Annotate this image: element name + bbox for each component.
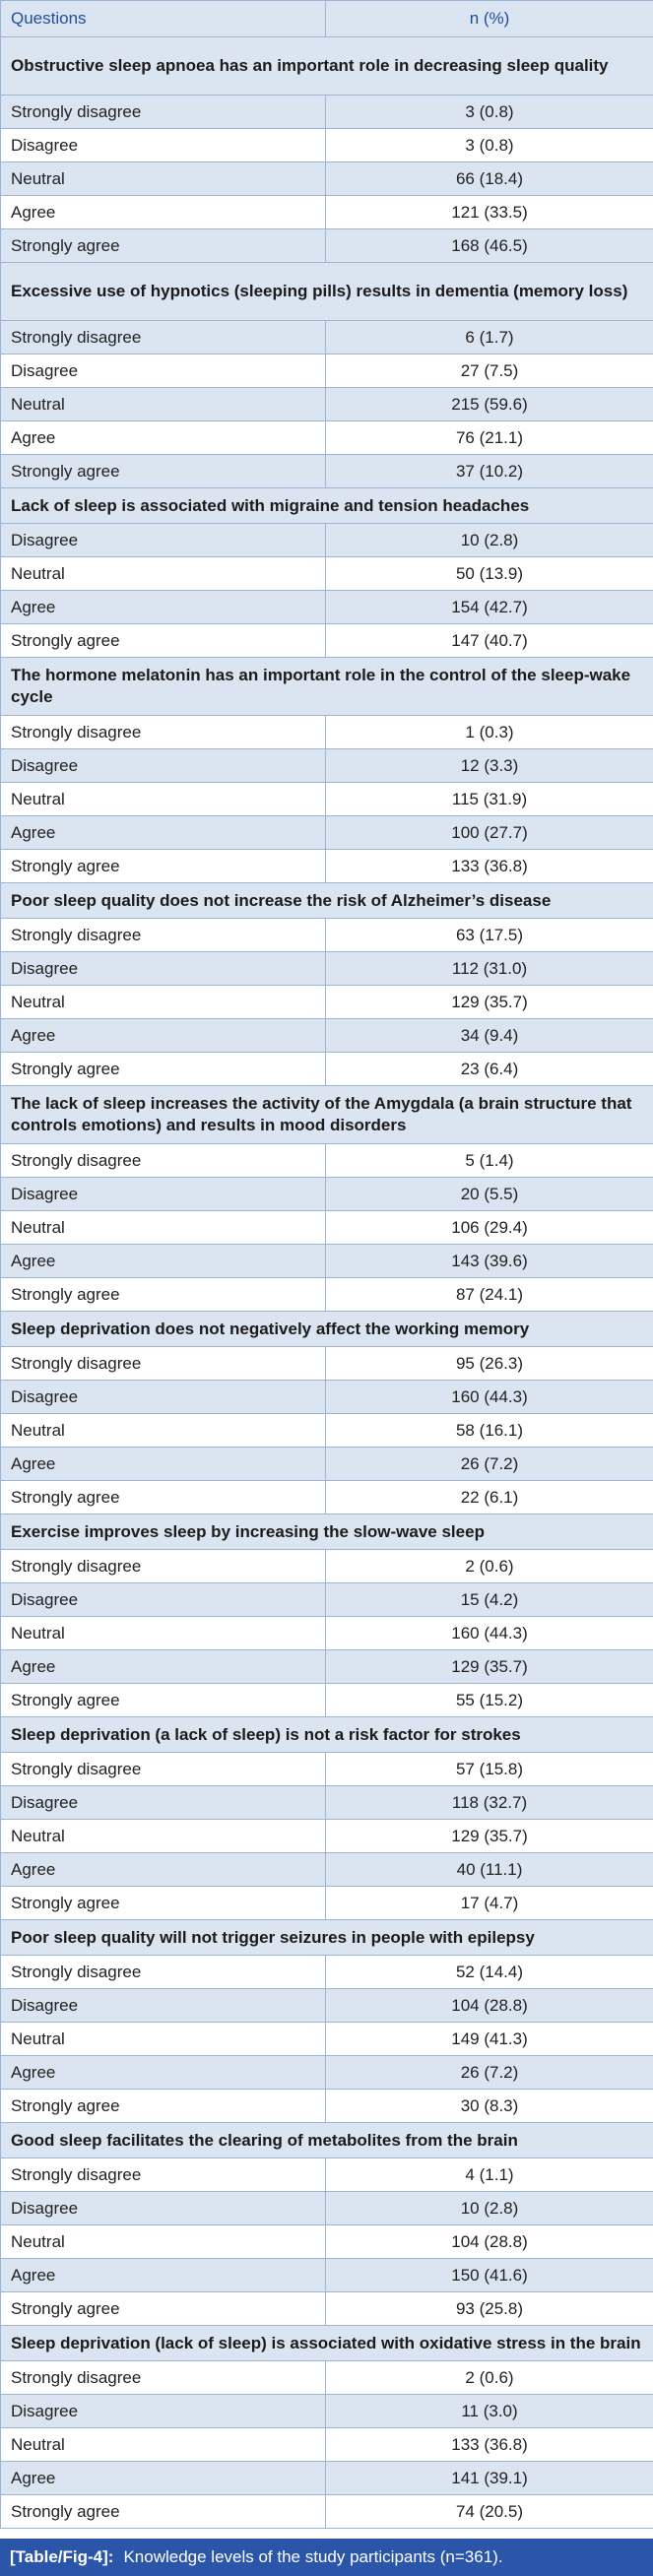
table-row <box>1 1684 653 1717</box>
question-row <box>1 883 653 919</box>
table-row <box>1 1144 653 1178</box>
table-row <box>1 816 653 850</box>
response-label: Disagree <box>1 952 326 986</box>
response-count: 20 (5.5) <box>326 1178 653 1211</box>
response-label: Disagree <box>1 2192 326 2225</box>
question-row <box>1 263 653 321</box>
table-header-row <box>1 1 653 37</box>
table-row <box>1 783 653 816</box>
table-row <box>1 1381 653 1414</box>
response-label: Agree <box>1 2462 326 2495</box>
response-label: Strongly agree <box>1 2292 326 2326</box>
response-label: Neutral <box>1 557 326 591</box>
table-row <box>1 388 653 421</box>
table-row <box>1 1617 653 1650</box>
response-count: 3 (0.8) <box>326 96 653 129</box>
response-count: 12 (3.3) <box>326 749 653 783</box>
response-label: Disagree <box>1 354 326 388</box>
response-label: Strongly agree <box>1 1684 326 1717</box>
response-label: Disagree <box>1 129 326 162</box>
table-row <box>1 1786 653 1820</box>
table-row <box>1 196 653 229</box>
response-count: 22 (6.1) <box>326 1481 653 1514</box>
question-row <box>1 488 653 524</box>
question-text: Poor sleep quality will not trigger seizures in people with epilepsy <box>1 1920 653 1956</box>
response-count: 6 (1.7) <box>326 321 653 354</box>
n-percent-column-header: n (%) <box>326 1 653 37</box>
response-label: Neutral <box>1 1414 326 1448</box>
question-text: Obstructive sleep apnoea has an important role in decreasing sleep quality <box>1 37 653 96</box>
response-count: 3 (0.8) <box>326 129 653 162</box>
table-row <box>1 1278 653 1312</box>
response-label: Strongly disagree <box>1 919 326 952</box>
table-row <box>1 557 653 591</box>
response-label: Neutral <box>1 783 326 816</box>
response-count: 104 (28.8) <box>326 1989 653 2023</box>
response-count: 160 (44.3) <box>326 1381 653 1414</box>
question-text: Exercise improves sleep by increasing the slow-wave sleep <box>1 1514 653 1550</box>
question-text: The hormone melatonin has an important role in the control of the sleep-wake cycle <box>1 658 653 716</box>
table-row <box>1 1481 653 1514</box>
table-row <box>1 2361 653 2395</box>
response-count: 23 (6.4) <box>326 1053 653 1086</box>
response-count: 5 (1.4) <box>326 1144 653 1178</box>
response-count: 133 (36.8) <box>326 850 653 883</box>
table-row <box>1 716 653 749</box>
response-label: Neutral <box>1 1211 326 1245</box>
table-row <box>1 1211 653 1245</box>
table-row <box>1 2259 653 2292</box>
table-row <box>1 986 653 1019</box>
response-label: Strongly agree <box>1 1887 326 1920</box>
table-row <box>1 2495 653 2529</box>
response-label: Disagree <box>1 1178 326 1211</box>
response-count: 10 (2.8) <box>326 524 653 557</box>
response-label: Strongly disagree <box>1 2158 326 2192</box>
response-count: 27 (7.5) <box>326 354 653 388</box>
questions-column-header: Questions <box>1 1 326 37</box>
response-count: 95 (26.3) <box>326 1347 653 1381</box>
table-row <box>1 1245 653 1278</box>
response-count: 106 (29.4) <box>326 1211 653 1245</box>
response-count: 37 (10.2) <box>326 455 653 488</box>
table-row <box>1 1019 653 1053</box>
response-count: 129 (35.7) <box>326 986 653 1019</box>
response-label: Strongly agree <box>1 2090 326 2123</box>
question-text: The lack of sleep increases the activity of the Amygdala (a brain structure that controls emotions) and results in mood disorders <box>1 1086 653 1144</box>
question-text: Poor sleep quality does not increase the risk of Alzheimer’s disease <box>1 883 653 919</box>
response-count: 34 (9.4) <box>326 1019 653 1053</box>
table-row <box>1 1053 653 1086</box>
table-row <box>1 2395 653 2428</box>
table-row <box>1 1753 653 1786</box>
question-row <box>1 1920 653 1956</box>
response-count: 129 (35.7) <box>326 1650 653 1684</box>
table-row <box>1 162 653 196</box>
response-count: 52 (14.4) <box>326 1956 653 1989</box>
table-row <box>1 1550 653 1583</box>
response-count: 168 (46.5) <box>326 229 653 263</box>
question-row <box>1 658 653 716</box>
table-row <box>1 2158 653 2192</box>
table-row <box>1 1887 653 1920</box>
response-count: 104 (28.8) <box>326 2225 653 2259</box>
response-label: Strongly disagree <box>1 1347 326 1381</box>
table-row <box>1 421 653 455</box>
response-label: Strongly agree <box>1 1278 326 1312</box>
response-label: Agree <box>1 2259 326 2292</box>
response-count: 30 (8.3) <box>326 2090 653 2123</box>
response-count: 129 (35.7) <box>326 1820 653 1853</box>
table-row <box>1 96 653 129</box>
response-count: 50 (13.9) <box>326 557 653 591</box>
response-label: Strongly disagree <box>1 1144 326 1178</box>
table-row <box>1 749 653 783</box>
table-row <box>1 1853 653 1887</box>
table-row <box>1 919 653 952</box>
response-count: 26 (7.2) <box>326 2056 653 2090</box>
response-label: Neutral <box>1 1617 326 1650</box>
table-row <box>1 1178 653 1211</box>
response-count: 15 (4.2) <box>326 1583 653 1617</box>
response-label: Strongly agree <box>1 1481 326 1514</box>
question-row <box>1 1514 653 1550</box>
table-row <box>1 1956 653 1989</box>
response-label: Strongly disagree <box>1 321 326 354</box>
table-row <box>1 1347 653 1381</box>
response-label: Agree <box>1 421 326 455</box>
question-text: Good sleep facilitates the clearing of metabolites from the brain <box>1 2123 653 2158</box>
response-count: 149 (41.3) <box>326 2023 653 2056</box>
response-label: Strongly disagree <box>1 716 326 749</box>
table-row <box>1 2225 653 2259</box>
response-count: 100 (27.7) <box>326 816 653 850</box>
response-count: 74 (20.5) <box>326 2495 653 2529</box>
response-label: Strongly agree <box>1 850 326 883</box>
response-label: Strongly agree <box>1 1053 326 1086</box>
response-count: 115 (31.9) <box>326 783 653 816</box>
table-row <box>1 229 653 263</box>
response-count: 133 (36.8) <box>326 2428 653 2462</box>
response-label: Strongly agree <box>1 455 326 488</box>
table-row <box>1 2056 653 2090</box>
table-row <box>1 952 653 986</box>
question-row <box>1 37 653 96</box>
table-row <box>1 321 653 354</box>
response-count: 147 (40.7) <box>326 624 653 658</box>
question-text: Sleep deprivation (a lack of sleep) is not a risk factor for strokes <box>1 1717 653 1753</box>
response-label: Disagree <box>1 1381 326 1414</box>
table-row <box>1 455 653 488</box>
response-label: Agree <box>1 1853 326 1887</box>
table-row <box>1 1989 653 2023</box>
response-label: Strongly disagree <box>1 1956 326 1989</box>
response-count: 1 (0.3) <box>326 716 653 749</box>
response-count: 118 (32.7) <box>326 1786 653 1820</box>
caption-text: Knowledge levels of the study participants (n=361). <box>123 2547 503 2566</box>
response-count: 93 (25.8) <box>326 2292 653 2326</box>
response-label: Agree <box>1 196 326 229</box>
response-label: Neutral <box>1 1820 326 1853</box>
table-row <box>1 2428 653 2462</box>
table-row <box>1 2023 653 2056</box>
table-row <box>1 2462 653 2495</box>
response-label: Strongly disagree <box>1 96 326 129</box>
table-row <box>1 1448 653 1481</box>
table-row <box>1 1650 653 1684</box>
response-label: Agree <box>1 1448 326 1481</box>
table-body <box>1 37 653 2529</box>
response-label: Strongly agree <box>1 624 326 658</box>
response-label: Agree <box>1 2056 326 2090</box>
table-row <box>1 2292 653 2326</box>
response-label: Disagree <box>1 524 326 557</box>
response-count: 87 (24.1) <box>326 1278 653 1312</box>
question-row <box>1 1086 653 1144</box>
response-label: Strongly disagree <box>1 1753 326 1786</box>
response-label: Neutral <box>1 162 326 196</box>
table-row <box>1 2192 653 2225</box>
response-label: Disagree <box>1 1583 326 1617</box>
response-label: Disagree <box>1 749 326 783</box>
response-label: Agree <box>1 816 326 850</box>
response-label: Neutral <box>1 2023 326 2056</box>
response-count: 4 (1.1) <box>326 2158 653 2192</box>
response-count: 215 (59.6) <box>326 388 653 421</box>
table-row <box>1 129 653 162</box>
response-count: 58 (16.1) <box>326 1414 653 1448</box>
table-row <box>1 1414 653 1448</box>
response-count: 143 (39.6) <box>326 1245 653 1278</box>
question-text: Lack of sleep is associated with migraine and tension headaches <box>1 488 653 524</box>
response-label: Strongly agree <box>1 2495 326 2529</box>
response-count: 141 (39.1) <box>326 2462 653 2495</box>
question-row <box>1 1717 653 1753</box>
response-count: 17 (4.7) <box>326 1887 653 1920</box>
response-count: 57 (15.8) <box>326 1753 653 1786</box>
question-text: Sleep deprivation does not negatively affect the working memory <box>1 1312 653 1347</box>
table-row <box>1 591 653 624</box>
response-count: 40 (11.1) <box>326 1853 653 1887</box>
response-count: 150 (41.6) <box>326 2259 653 2292</box>
response-count: 66 (18.4) <box>326 162 653 196</box>
response-count: 10 (2.8) <box>326 2192 653 2225</box>
response-label: Strongly disagree <box>1 2361 326 2395</box>
question-row <box>1 2123 653 2158</box>
response-label: Neutral <box>1 2428 326 2462</box>
response-count: 76 (21.1) <box>326 421 653 455</box>
table-row <box>1 624 653 658</box>
response-count: 55 (15.2) <box>326 1684 653 1717</box>
response-count: 112 (31.0) <box>326 952 653 986</box>
table-row <box>1 2090 653 2123</box>
question-row <box>1 1312 653 1347</box>
response-count: 26 (7.2) <box>326 1448 653 1481</box>
table-row <box>1 1820 653 1853</box>
table-row <box>1 1583 653 1617</box>
question-text: Excessive use of hypnotics (sleeping pills) results in dementia (memory loss) <box>1 263 653 321</box>
response-label: Strongly disagree <box>1 1550 326 1583</box>
response-label: Agree <box>1 1019 326 1053</box>
response-label: Agree <box>1 1650 326 1684</box>
table-row <box>1 354 653 388</box>
response-count: 121 (33.5) <box>326 196 653 229</box>
response-count: 154 (42.7) <box>326 591 653 624</box>
response-count: 11 (3.0) <box>326 2395 653 2428</box>
caption-label: [Table/Fig-4]: <box>10 2547 114 2566</box>
question-text: Sleep deprivation (lack of sleep) is associated with oxidative stress in the brain <box>1 2326 653 2361</box>
response-label: Disagree <box>1 2395 326 2428</box>
response-label: Disagree <box>1 1989 326 2023</box>
table-caption <box>0 2539 653 2576</box>
response-label: Disagree <box>1 1786 326 1820</box>
response-count: 160 (44.3) <box>326 1617 653 1650</box>
response-label: Agree <box>1 591 326 624</box>
table-row <box>1 850 653 883</box>
response-label: Strongly agree <box>1 229 326 263</box>
table-row <box>1 524 653 557</box>
response-label: Neutral <box>1 2225 326 2259</box>
response-label: Neutral <box>1 388 326 421</box>
response-count: 2 (0.6) <box>326 1550 653 1583</box>
question-row <box>1 2326 653 2361</box>
response-count: 2 (0.6) <box>326 2361 653 2395</box>
response-count: 63 (17.5) <box>326 919 653 952</box>
response-label: Agree <box>1 1245 326 1278</box>
response-label: Neutral <box>1 986 326 1019</box>
